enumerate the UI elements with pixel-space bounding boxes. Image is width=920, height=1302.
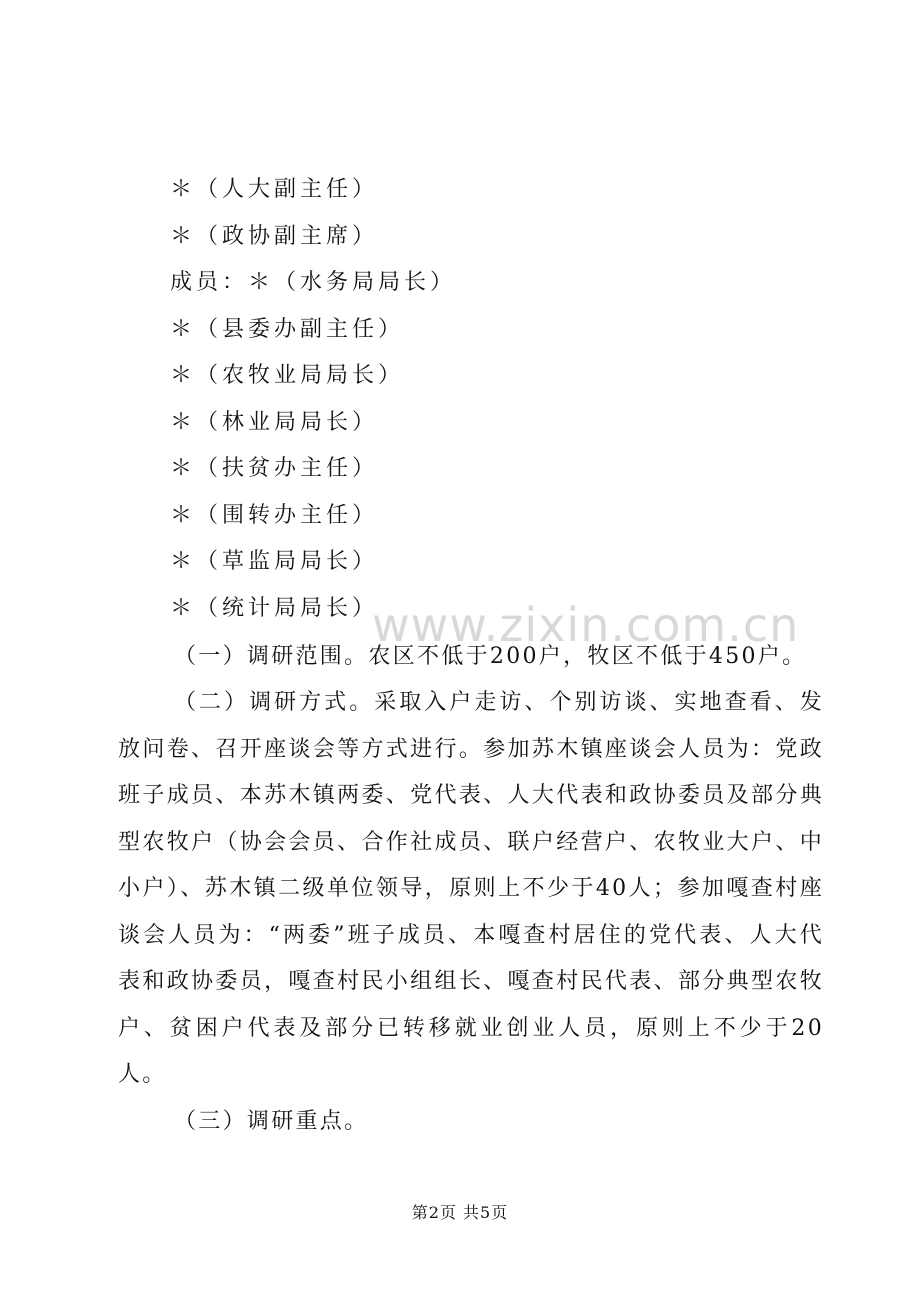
member-line: ＊（扶贫办主任） — [170, 456, 379, 481]
paragraph-method: （二）调研方式。采取入户走访、个别访谈、实地查看、发放问卷、召开座谈会等方式进行。参加苏木镇座谈会人员为：党政班子成员、本苏木镇两委、党代表、人大代表和政协委员及部分典型农牧户（协会会员、合作社成员、联户经营户、农牧业大户、中小户）、苏木镇二级单位领导，原则上不少于40人；参加嘎查村座谈会人员为：“两委”班子成员、本嘎查村居住的党代表、人大代表和政协委员，嘎查村民小组组长、嘎查村民代表、部分典型农牧户、贫困户代表及部分已转移就业创业人员，原则上不少于20人。 — [118, 690, 824, 1087]
member-line: ＊（林业局局长） — [170, 410, 379, 435]
member-line: ＊（围转办主任） — [170, 503, 379, 528]
member-line: ＊（草监局局长） — [170, 549, 379, 574]
watermark: www.zixin.com.cn — [372, 598, 800, 652]
member-line: ＊（人大副主任） — [170, 177, 379, 202]
member-line: ＊（农牧业局局长） — [170, 363, 405, 388]
paragraph-focus: （三）调研重点。 — [174, 1109, 369, 1134]
paragraph-scope: （一）调研范围。农区不低于200户，牧区不低于450户。 — [174, 644, 807, 669]
member-line: 成员：＊（水务局局长） — [170, 270, 457, 295]
member-line: ＊（统计局局长） — [170, 596, 379, 621]
member-line: ＊（政协副主席） — [170, 224, 379, 249]
page-footer: 第2页 共5页 — [411, 1203, 509, 1222]
member-line: ＊（县委办副主任） — [170, 317, 405, 342]
